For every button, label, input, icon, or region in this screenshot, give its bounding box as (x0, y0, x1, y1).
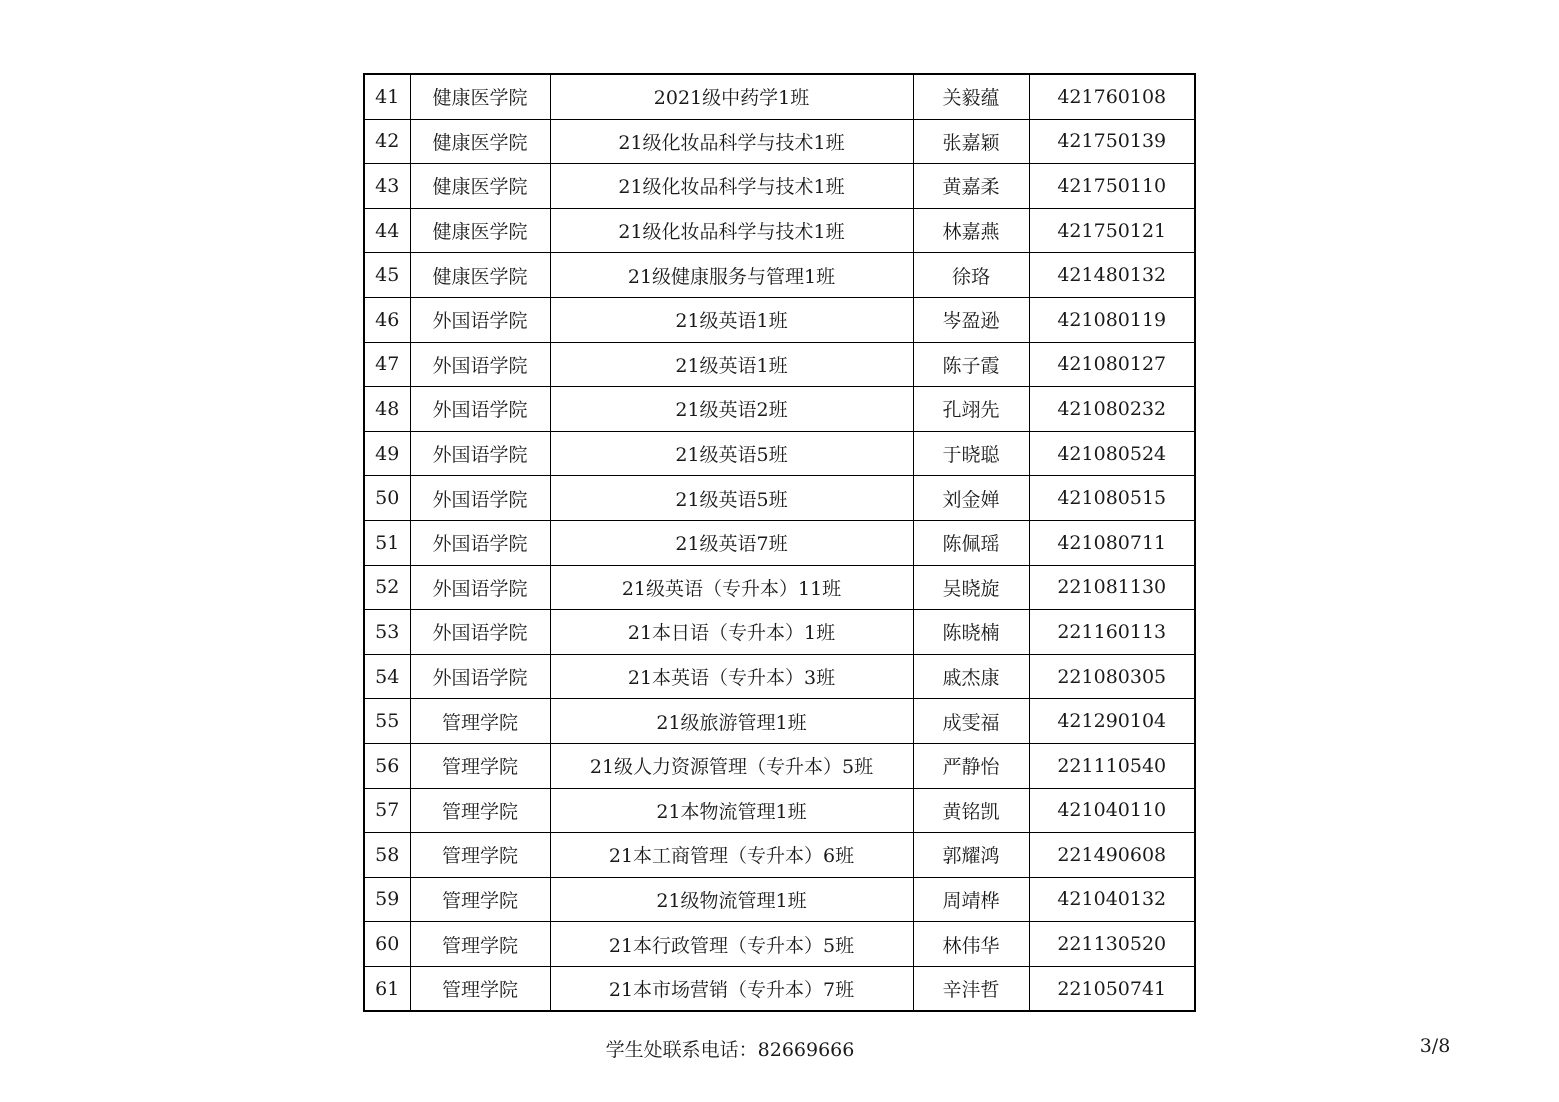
student-id-cell: 421080711 (1029, 520, 1195, 565)
row-number-cell: 58 (364, 833, 410, 878)
student-id-cell: 221110540 (1029, 743, 1195, 788)
student-name-cell: 陈佩瑶 (913, 520, 1029, 565)
row-number-cell: 60 (364, 922, 410, 967)
table-row (364, 476, 1195, 521)
student-id-cell: 421480132 (1029, 253, 1195, 298)
student-name-cell: 成雯福 (913, 699, 1029, 744)
row-number-cell: 51 (364, 520, 410, 565)
student-name-cell: 岑盈逊 (913, 297, 1029, 342)
college-cell: 管理学院 (410, 966, 550, 1011)
college-cell: 外国语学院 (410, 610, 550, 655)
class-cell: 21级化妆品科学与技术1班 (550, 164, 913, 209)
college-cell: 外国语学院 (410, 520, 550, 565)
student-name-cell: 辛沣哲 (913, 966, 1029, 1011)
student-id-cell: 421040110 (1029, 788, 1195, 833)
class-cell: 21级英语2班 (550, 387, 913, 432)
row-number-cell: 43 (364, 164, 410, 209)
class-cell: 21级旅游管理1班 (550, 699, 913, 744)
class-cell: 21级化妆品科学与技术1班 (550, 208, 913, 253)
table-row (364, 654, 1195, 699)
college-cell: 外国语学院 (410, 565, 550, 610)
student-id-cell: 421080524 (1029, 431, 1195, 476)
table-row (364, 208, 1195, 253)
student-id-cell: 221050741 (1029, 966, 1195, 1011)
table-row (364, 565, 1195, 610)
student-id-cell: 221160113 (1029, 610, 1195, 655)
college-cell: 管理学院 (410, 743, 550, 788)
student-name-cell: 于晓聪 (913, 431, 1029, 476)
student-name-cell: 陈晓楠 (913, 610, 1029, 655)
college-cell: 管理学院 (410, 922, 550, 967)
class-cell: 21级人力资源管理（专升本）5班 (550, 743, 913, 788)
student-id-cell: 221080305 (1029, 654, 1195, 699)
college-cell: 外国语学院 (410, 476, 550, 521)
class-cell: 21级英语1班 (550, 342, 913, 387)
class-cell: 21本市场营销（专升本）7班 (550, 966, 913, 1011)
student-id-cell: 221130520 (1029, 922, 1195, 967)
college-cell: 管理学院 (410, 699, 550, 744)
table-row (364, 699, 1195, 744)
student-id-cell: 221081130 (1029, 565, 1195, 610)
row-number-cell: 54 (364, 654, 410, 699)
class-cell: 21级英语7班 (550, 520, 913, 565)
row-number-cell: 55 (364, 699, 410, 744)
student-name-cell: 严静怡 (913, 743, 1029, 788)
student-name-cell: 林嘉燕 (913, 208, 1029, 253)
student-name-cell: 郭耀鸿 (913, 833, 1029, 878)
row-number-cell: 41 (364, 74, 410, 119)
page-number: 3/8 (1419, 1035, 1451, 1057)
class-cell: 21级健康服务与管理1班 (550, 253, 913, 298)
student-id-cell: 221490608 (1029, 833, 1195, 878)
table-row (364, 74, 1195, 119)
college-cell: 健康医学院 (410, 74, 550, 119)
row-number-cell: 48 (364, 387, 410, 432)
table-row (364, 743, 1195, 788)
table-row (364, 833, 1195, 878)
row-number-cell: 59 (364, 877, 410, 922)
table-row (364, 610, 1195, 655)
student-id-cell: 421080119 (1029, 297, 1195, 342)
college-cell: 管理学院 (410, 788, 550, 833)
student-id-cell: 421080232 (1029, 387, 1195, 432)
student-name-cell: 张嘉颖 (913, 119, 1029, 164)
table-row (364, 387, 1195, 432)
class-cell: 21本日语（专升本）1班 (550, 610, 913, 655)
class-cell: 21级英语1班 (550, 297, 913, 342)
row-number-cell: 57 (364, 788, 410, 833)
table-row (364, 297, 1195, 342)
row-number-cell: 42 (364, 119, 410, 164)
row-number-cell: 47 (364, 342, 410, 387)
class-cell: 21本英语（专升本）3班 (550, 654, 913, 699)
student-name-cell: 孔翊先 (913, 387, 1029, 432)
class-cell: 2021级中药学1班 (550, 74, 913, 119)
college-cell: 健康医学院 (410, 164, 550, 209)
row-number-cell: 46 (364, 297, 410, 342)
table-row (364, 253, 1195, 298)
row-number-cell: 44 (364, 208, 410, 253)
class-cell: 21本物流管理1班 (550, 788, 913, 833)
student-name-cell: 陈子霞 (913, 342, 1029, 387)
student-id-cell: 421760108 (1029, 74, 1195, 119)
table-row (364, 788, 1195, 833)
row-number-cell: 56 (364, 743, 410, 788)
student-name-cell: 刘金婵 (913, 476, 1029, 521)
row-number-cell: 50 (364, 476, 410, 521)
student-name-cell: 林伟华 (913, 922, 1029, 967)
student-name-cell: 周靖桦 (913, 877, 1029, 922)
row-number-cell: 53 (364, 610, 410, 655)
student-id-cell: 421750110 (1029, 164, 1195, 209)
student-id-cell: 421750121 (1029, 208, 1195, 253)
college-cell: 管理学院 (410, 877, 550, 922)
student-id-cell: 421080127 (1029, 342, 1195, 387)
class-cell: 21级化妆品科学与技术1班 (550, 119, 913, 164)
row-number-cell: 45 (364, 253, 410, 298)
table-row (364, 966, 1195, 1011)
table-row (364, 342, 1195, 387)
table-row (364, 877, 1195, 922)
table-row (364, 922, 1195, 967)
college-cell: 健康医学院 (410, 253, 550, 298)
class-cell: 21级英语5班 (550, 431, 913, 476)
college-cell: 外国语学院 (410, 654, 550, 699)
student-roster-table (363, 73, 1196, 1012)
class-cell: 21本工商管理（专升本）6班 (550, 833, 913, 878)
roster-body (364, 74, 1195, 1011)
college-cell: 健康医学院 (410, 208, 550, 253)
student-name-cell: 关毅蕴 (913, 74, 1029, 119)
student-name-cell: 吴晓旋 (913, 565, 1029, 610)
college-cell: 外国语学院 (410, 431, 550, 476)
college-cell: 外国语学院 (410, 297, 550, 342)
student-name-cell: 戚杰康 (913, 654, 1029, 699)
table-row (364, 520, 1195, 565)
student-name-cell: 黄铭凯 (913, 788, 1029, 833)
student-id-cell: 421290104 (1029, 699, 1195, 744)
row-number-cell: 52 (364, 565, 410, 610)
college-cell: 外国语学院 (410, 387, 550, 432)
college-cell: 健康医学院 (410, 119, 550, 164)
student-name-cell: 黄嘉柔 (913, 164, 1029, 209)
row-number-cell: 61 (364, 966, 410, 1011)
class-cell: 21级英语（专升本）11班 (550, 565, 913, 610)
student-id-cell: 421040132 (1029, 877, 1195, 922)
class-cell: 21级英语5班 (550, 476, 913, 521)
student-id-cell: 421080515 (1029, 476, 1195, 521)
college-cell: 外国语学院 (410, 342, 550, 387)
row-number-cell: 49 (364, 431, 410, 476)
footer-contact-phone: 学生处联系电话：82669666 (605, 1039, 855, 1061)
college-cell: 管理学院 (410, 833, 550, 878)
table-row (364, 164, 1195, 209)
table-row (364, 119, 1195, 164)
class-cell: 21级物流管理1班 (550, 877, 913, 922)
class-cell: 21本行政管理（专升本）5班 (550, 922, 913, 967)
table-row (364, 431, 1195, 476)
student-id-cell: 421750139 (1029, 119, 1195, 164)
student-name-cell: 徐珞 (913, 253, 1029, 298)
